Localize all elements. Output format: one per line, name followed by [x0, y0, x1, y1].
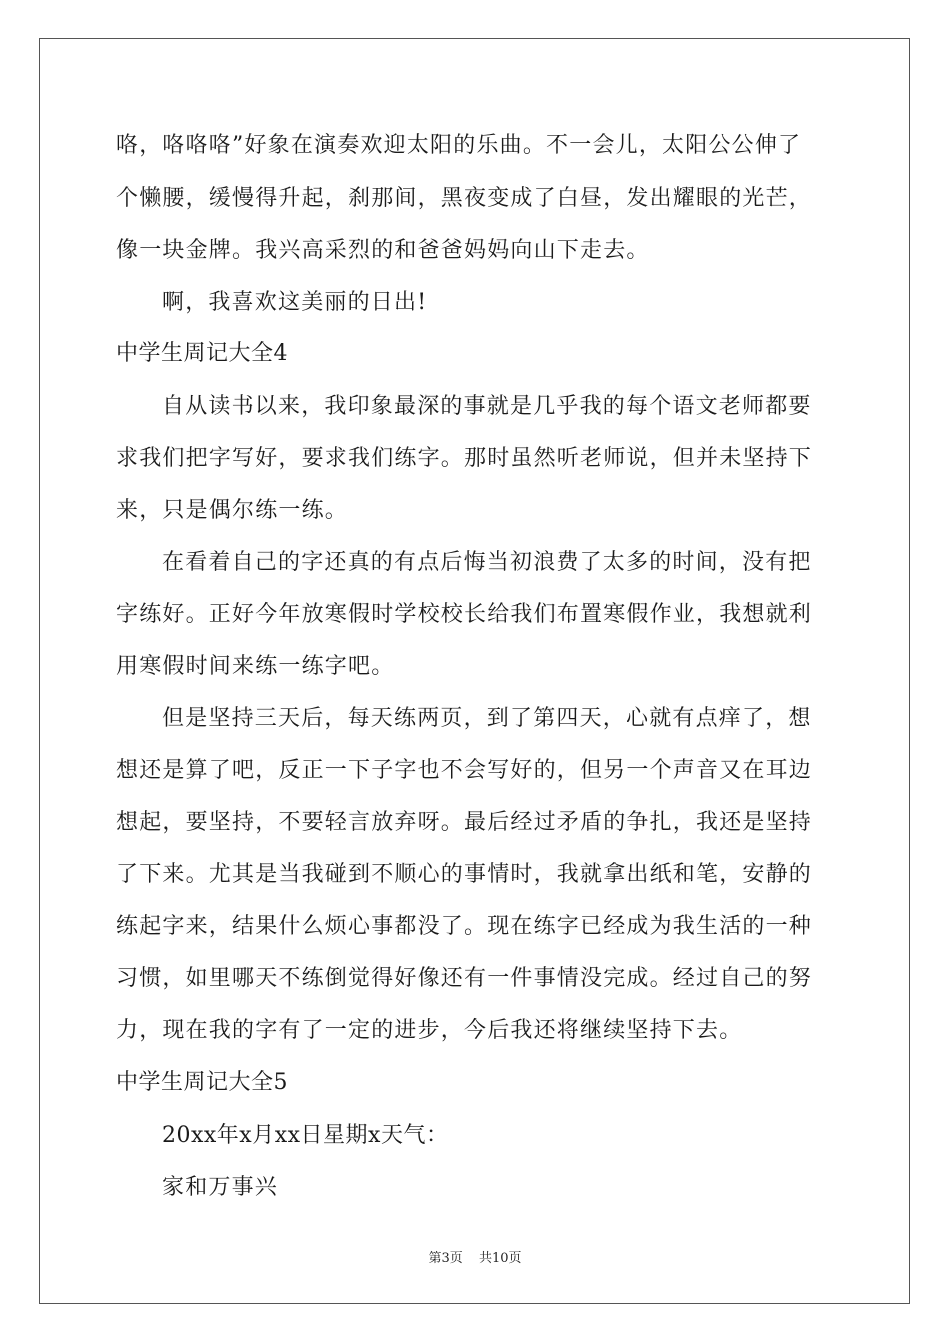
paragraph-line: 咯，咯咯咯”好象在演奏欢迎太阳的乐曲。不一会儿，太阳公公伸了 — [116, 133, 802, 158]
paragraph-line: 自从读书以来，我印象最深的事就是几乎我的每个语文老师都要 — [162, 394, 812, 419]
paragraph-line: 字练好。正好今年放寒假时学校校长给我们布置寒假作业，我想就利 — [116, 602, 813, 627]
paragraph-line: 个懒腰，缓慢得升起，刹那间，黑夜变成了白昼，发出耀眼的光芒， — [116, 186, 813, 211]
paragraph-line: 啊，我喜欢这美丽的日出! — [162, 290, 428, 315]
page-footer — [0, 1247, 950, 1266]
paragraph-line: 想起，要坚持，不要轻言放弃呀。最后经过矛盾的争扎，我还是坚持 — [116, 810, 813, 835]
section-heading-5: 中学生周记大全5 — [116, 1070, 288, 1095]
paragraph-line: 但是坚持三天后，每天练两页，到了第四天，心就有点痒了，想 — [162, 706, 812, 731]
paragraph-line: 了下来。尤其是当我碰到不顺心的事情时，我就拿出纸和笔，安静的 — [116, 862, 813, 887]
page-total: 共10页 — [478, 1251, 522, 1266]
paragraph-line: 用寒假时间来练一练字吧。 — [116, 654, 395, 679]
paragraph-line: 练起字来，结果什么烦心事都没了。现在练字已经成为我生活的一种 — [116, 914, 813, 939]
paragraph-line: 在看着自己的字还真的有点后悔当初浪费了太多的时间，没有把 — [162, 550, 812, 575]
paragraph-line: 像一块金牌。我兴高采烈的和爸爸妈妈向山下走去。 — [116, 238, 650, 263]
paragraph-line: 习惯，如里哪天不练倒觉得好像还有一件事情没完成。经过自己的努 — [116, 966, 813, 991]
paragraph-line: 力，现在我的字有了一定的进步，今后我还将继续坚持下去。 — [116, 1018, 743, 1043]
diary-title: 家和万事兴 — [162, 1175, 279, 1200]
paragraph-line: 想还是算了吧，反正一下子字也不会写好的，但另一个声音又在耳边 — [116, 758, 813, 783]
paragraph-line: 求我们把字写好，要求我们练字。那时虽然听老师说，但并未坚持下 — [116, 446, 813, 471]
section-heading-4: 中学生周记大全4 — [116, 341, 288, 366]
diary-date-line: 20xx年x月xx日星期x天气： — [162, 1123, 449, 1148]
page-number: 第3页 — [428, 1251, 463, 1266]
paragraph-line: 来，只是偶尔练一练。 — [116, 498, 349, 523]
